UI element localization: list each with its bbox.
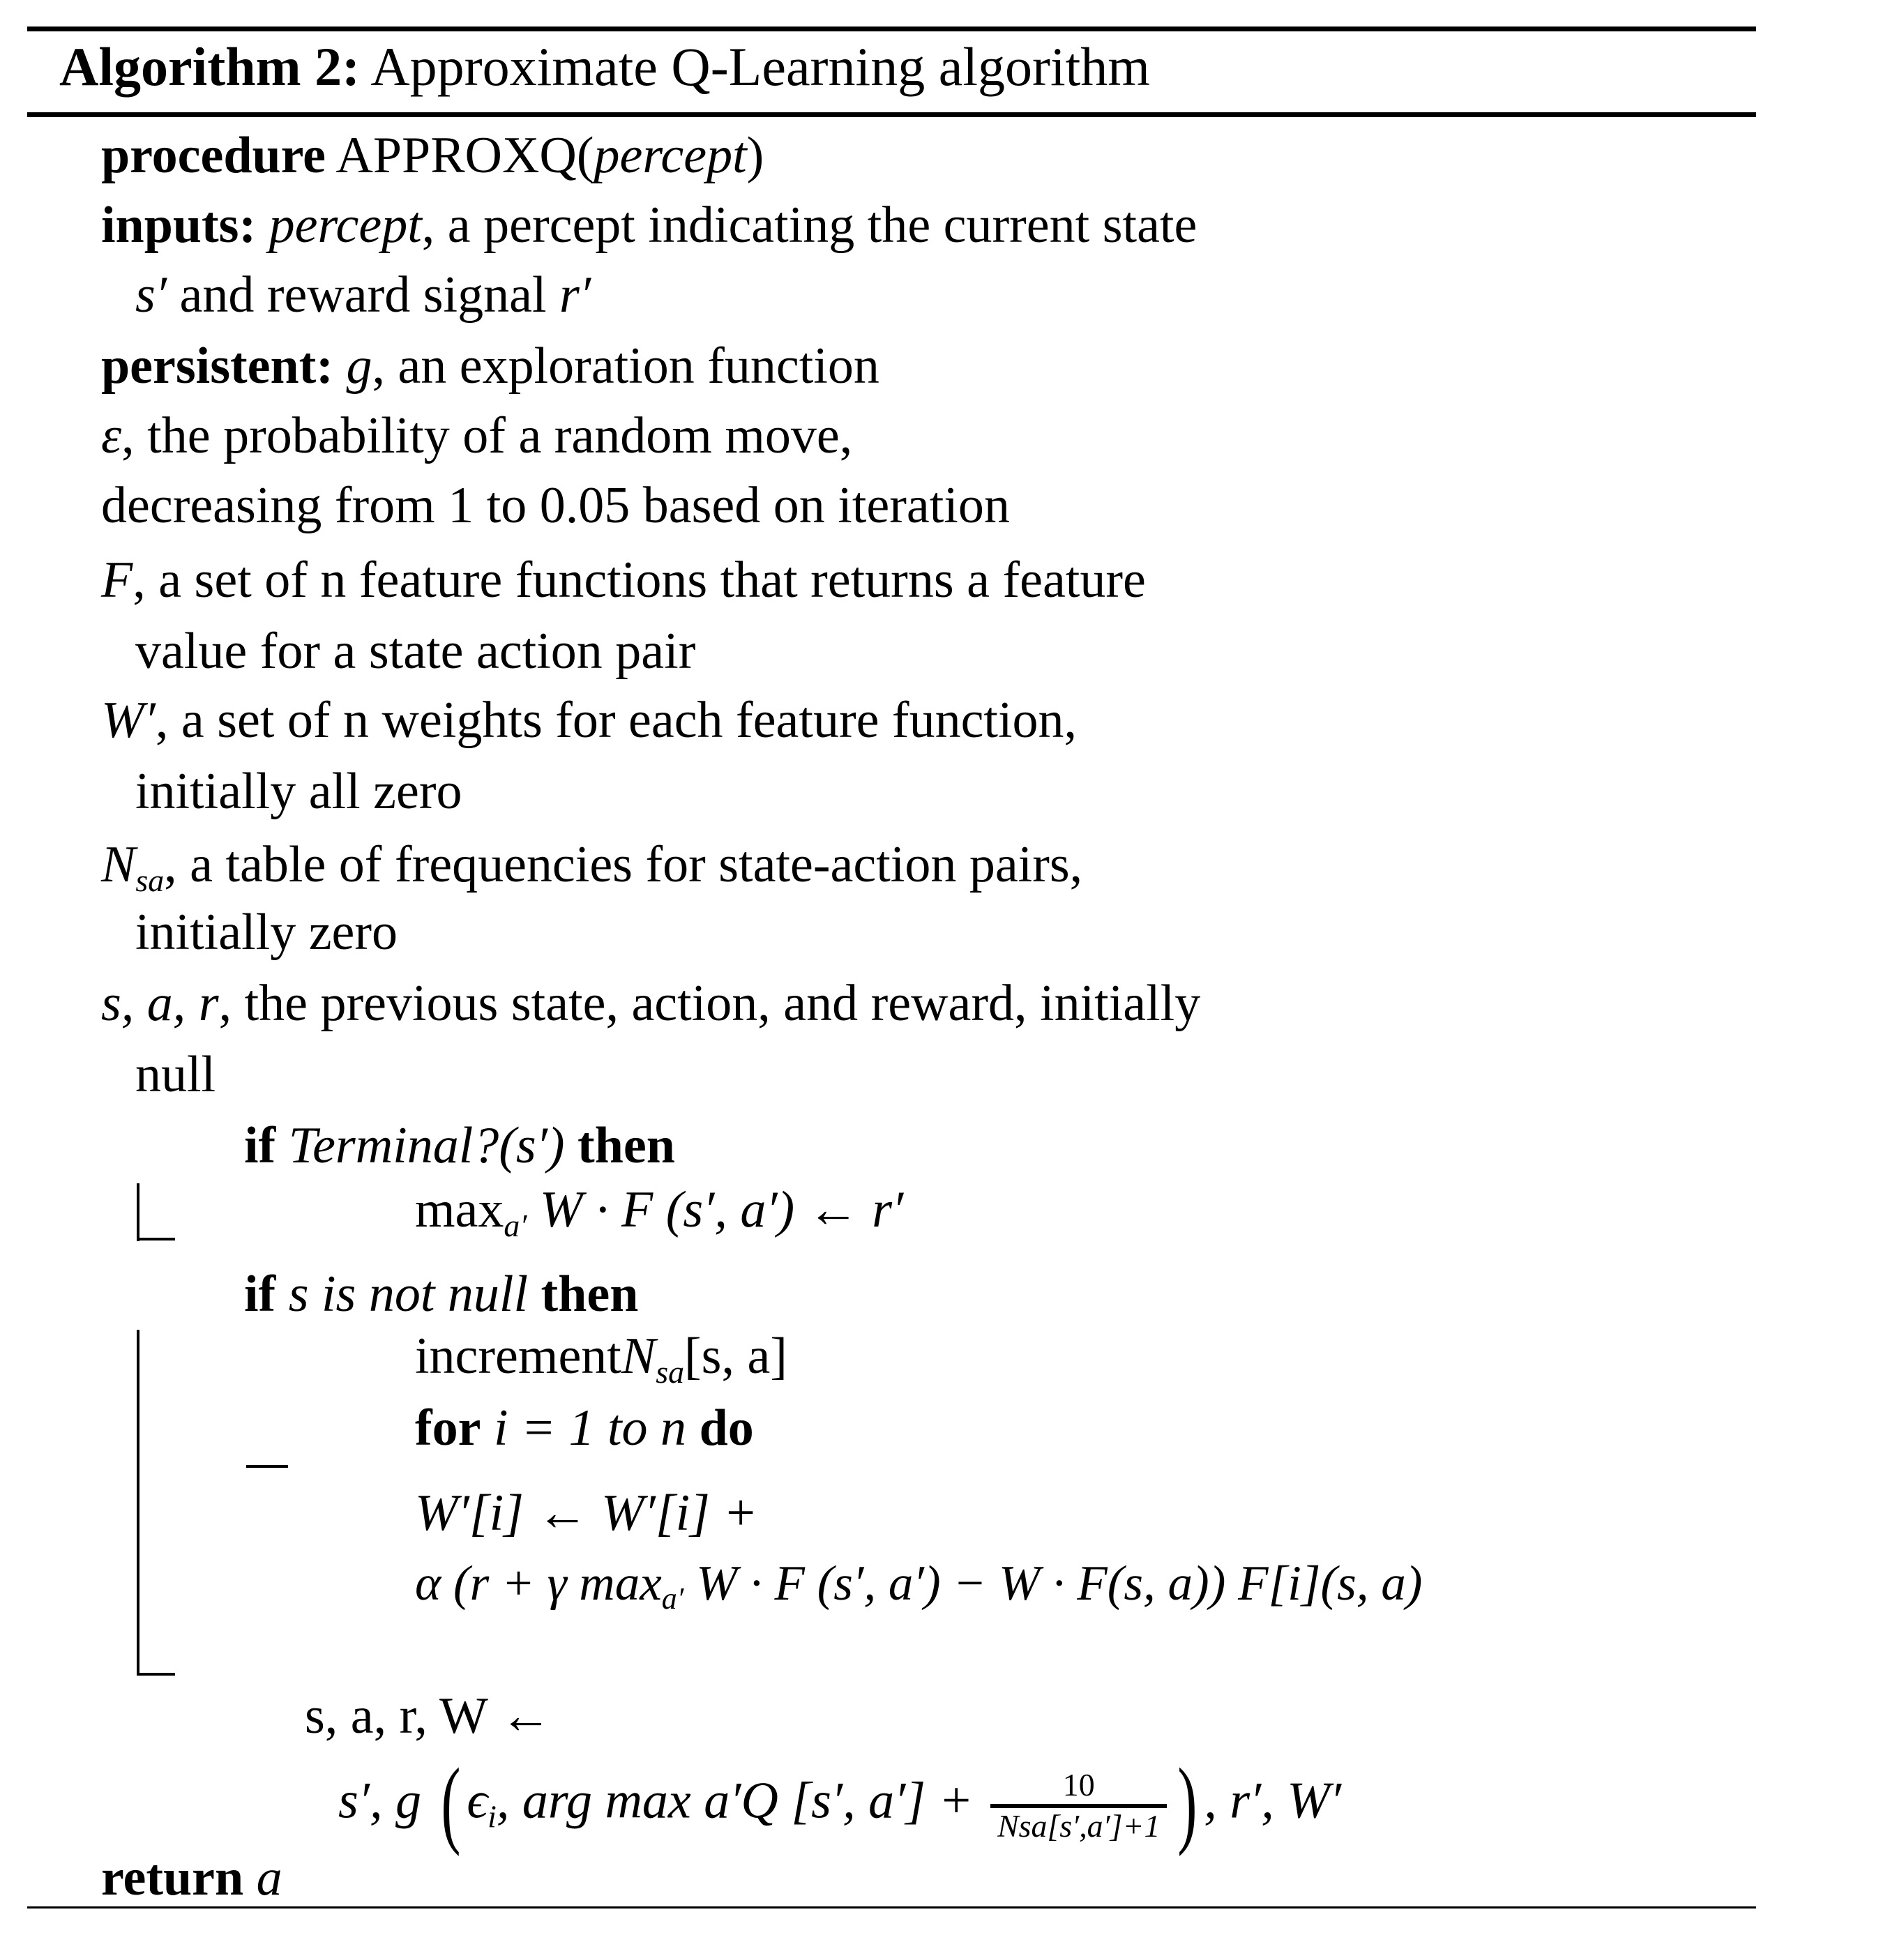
persistent-item-nsa-cont: initially zero <box>135 904 398 961</box>
inputs-line <box>101 197 1197 254</box>
exploration-fraction: $\frac{10}{\text{Nsa[s′,a′]+1}}$ <box>990 1767 1167 1845</box>
terminal-assign-line: $\max_{a'} W \cdot F$ (s′, a′) ← r′ <box>415 1181 904 1243</box>
increment-line: incrementN$_{sa}$[s, a] <box>415 1328 787 1390</box>
header-rule <box>27 112 1756 117</box>
algorithm-caption <box>59 36 1150 97</box>
top-rule <box>27 26 1756 31</box>
procedure-name: APPROXQ(percept) <box>335 127 764 184</box>
assign-line2: s′, g ( $\epsilon_i$, arg max a′Q [s′, a′] + $\frac{10}{\text{Nsa[s′,a′]+1}}$ ) , r′, W′ <box>338 1749 1342 1857</box>
if-not-null-bracket-vertical <box>137 1330 139 1676</box>
bottom-rule <box>27 1906 1756 1909</box>
inputs-text: , a percept indicating the current state <box>421 197 1197 254</box>
persistent-item-decreasing: decreasing from 1 to 0.05 based on iteration <box>101 477 1010 534</box>
algorithm-title: Approximate Q-Learning algorithm <box>370 36 1150 97</box>
persistent-item-features-cont: value for a state action pair <box>135 623 696 680</box>
if-terminal-bracket-vertical <box>137 1183 139 1241</box>
assign-line1: s, a, r, W ← <box>305 1687 552 1745</box>
return-line: return a <box>101 1849 282 1906</box>
weight-update-line2: α (r + γ $\max_{a'} W \cdot F$ (s′, a′) − W · F(s, a)) F[i](s, a) <box>415 1556 1423 1616</box>
persistent-item-weights-cont: initially all zero <box>135 763 462 820</box>
for-line: for i = 1 to n do <box>415 1399 754 1457</box>
inputs-keyword: inputs: <box>101 197 257 254</box>
persistent-item-previous: s, a, r, the previous state, action, and reward, initially <box>101 975 1201 1032</box>
procedure-line <box>101 127 764 184</box>
algorithm-label: Algorithm 2: <box>59 36 361 97</box>
right-paren: ) <box>1177 1749 1197 1857</box>
weight-update-line1: W′[i] ← W′[i] + <box>415 1485 758 1542</box>
if-terminal-bracket-horizontal <box>137 1238 175 1240</box>
persistent-keyword: persistent: <box>101 337 333 395</box>
persistent-item-nsa: $N_{sa}$, a table of frequencies for state-action pairs, <box>101 836 1083 898</box>
if-not-null-bracket-horizontal <box>137 1673 175 1676</box>
for-loop-marker <box>246 1465 288 1468</box>
persistent-line: persistent: g, an exploration function <box>101 337 879 395</box>
persistent-item-epsilon: ε, the probability of a random move, <box>101 407 853 464</box>
if-not-null-line: if s is not null then <box>244 1266 639 1323</box>
persistent-item-weights: W′, a set of n weights for each feature function, <box>101 692 1078 749</box>
inputs-continuation: s′ and reward signal r′ <box>135 266 591 324</box>
persistent-item-features: F, a set of n feature functions that returns a feature <box>101 552 1146 609</box>
left-paren: ( <box>440 1749 460 1857</box>
if-terminal-line: if Terminal?(s′) then <box>244 1117 675 1174</box>
procedure-keyword: procedure <box>101 127 326 184</box>
persistent-item-previous-cont: null <box>135 1046 216 1103</box>
inputs-var: percept <box>269 197 422 254</box>
